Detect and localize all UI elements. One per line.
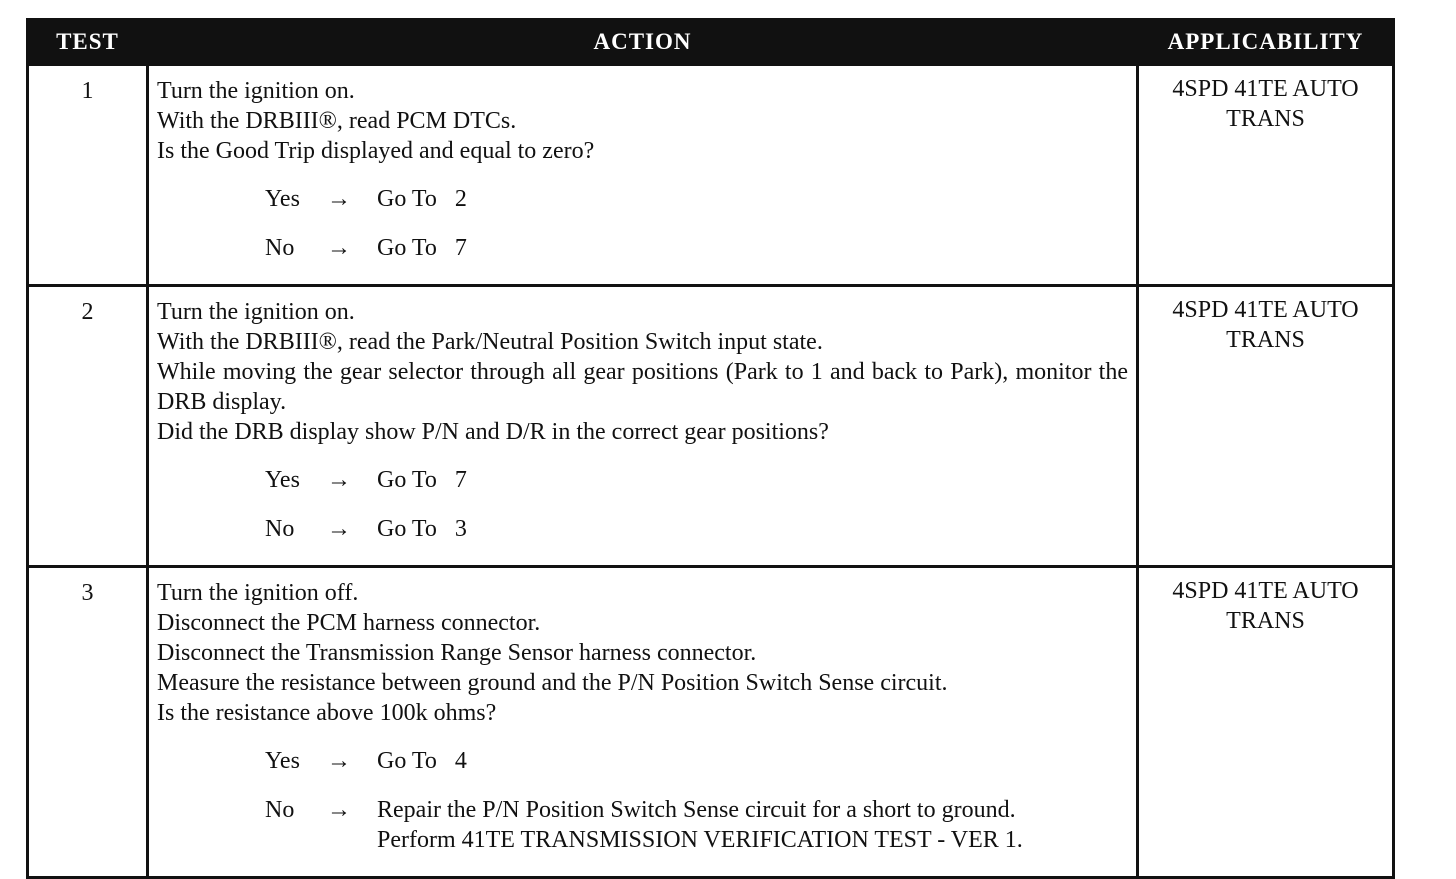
action-step: Disconnect the PCM harness connector.	[157, 610, 541, 636]
answer-text: Go To 7	[377, 467, 467, 493]
answer-yes	[265, 465, 1128, 495]
applicability-line: TRANS	[1226, 327, 1305, 353]
answer-label: No	[265, 235, 295, 261]
action-step: Turn the ignition on.	[157, 78, 355, 104]
test-row-2	[28, 286, 1394, 567]
test-number: 1	[28, 65, 148, 286]
applicability-line: TRANS	[1226, 106, 1305, 132]
answer-label: No	[265, 516, 295, 542]
test-row-1	[28, 65, 1394, 286]
answer-text: Go To 3	[377, 516, 467, 542]
action-steps	[157, 76, 1128, 166]
answer-label: Yes	[265, 467, 300, 493]
action-steps	[157, 297, 1128, 447]
table-header-row	[28, 20, 1394, 65]
action-step: Is the Good Trip displayed and equal to zero?	[157, 138, 595, 164]
arrow-right-icon: →	[327, 186, 351, 212]
action-step: Measure the resistance between ground and the P/N Position Switch Sense circuit.	[157, 670, 948, 696]
action-step: Disconnect the Transmission Range Sensor harness connector.	[157, 640, 757, 666]
action-step: Is the resistance above 100k ohms?	[157, 700, 497, 726]
header-action: ACTION	[148, 20, 1138, 65]
answer-no	[265, 514, 1128, 544]
applicability-cell	[1138, 65, 1394, 286]
answer-list	[157, 465, 1128, 544]
arrow-right-icon: →	[327, 467, 351, 493]
arrow-right-icon: →	[327, 748, 351, 774]
applicability-cell	[1138, 286, 1394, 567]
applicability-cell	[1138, 567, 1394, 878]
arrow-right-icon: →	[327, 797, 351, 823]
action-cell	[148, 567, 1138, 878]
action-step: With the DRBIII®, read PCM DTCs.	[157, 108, 517, 134]
header-test: TEST	[28, 20, 148, 65]
action-step: With the DRBIII®, read the Park/Neutral Position Switch input state.	[157, 329, 823, 355]
header-applicability: APPLICABILITY	[1138, 20, 1394, 65]
applicability-line: 4SPD 41TE AUTO	[1172, 578, 1359, 604]
diagnostic-test-table	[26, 18, 1395, 879]
action-cell	[148, 65, 1138, 286]
action-step: Turn the ignition off.	[157, 580, 359, 606]
applicability-line: TRANS	[1226, 608, 1305, 634]
answer-list	[157, 746, 1128, 855]
action-step: Turn the ignition on.	[157, 299, 355, 325]
action-cell	[148, 286, 1138, 567]
answer-text: Go To 4	[377, 748, 467, 774]
action-step: Did the DRB display show P/N and D/R in the correct gear positions?	[157, 419, 829, 445]
applicability-line: 4SPD 41TE AUTO	[1172, 297, 1359, 323]
answer-label: Yes	[265, 186, 300, 212]
answer-yes	[265, 184, 1128, 214]
applicability-line: 4SPD 41TE AUTO	[1172, 76, 1359, 102]
answer-no	[265, 233, 1128, 263]
test-number: 3	[28, 567, 148, 878]
test-row-3	[28, 567, 1394, 878]
answer-text: Go To 7	[377, 235, 467, 261]
answer-text: Repair the P/N Position Switch Sense circuit for a short to ground. Perform 41TE TRANSMISSION VERIFICATION TEST - VER 1.	[377, 797, 1023, 853]
answer-list	[157, 184, 1128, 263]
answer-yes	[265, 746, 1128, 776]
action-step: While moving the gear selector through all gear positions (Park to 1 and back to Park), monitor the DRB display.	[157, 359, 1128, 415]
test-number: 2	[28, 286, 148, 567]
answer-label: No	[265, 797, 295, 823]
answer-label: Yes	[265, 748, 300, 774]
action-steps	[157, 578, 1128, 728]
answer-text: Go To 2	[377, 186, 467, 212]
answer-no	[265, 795, 1128, 855]
arrow-right-icon: →	[327, 235, 351, 261]
arrow-right-icon: →	[327, 516, 351, 542]
